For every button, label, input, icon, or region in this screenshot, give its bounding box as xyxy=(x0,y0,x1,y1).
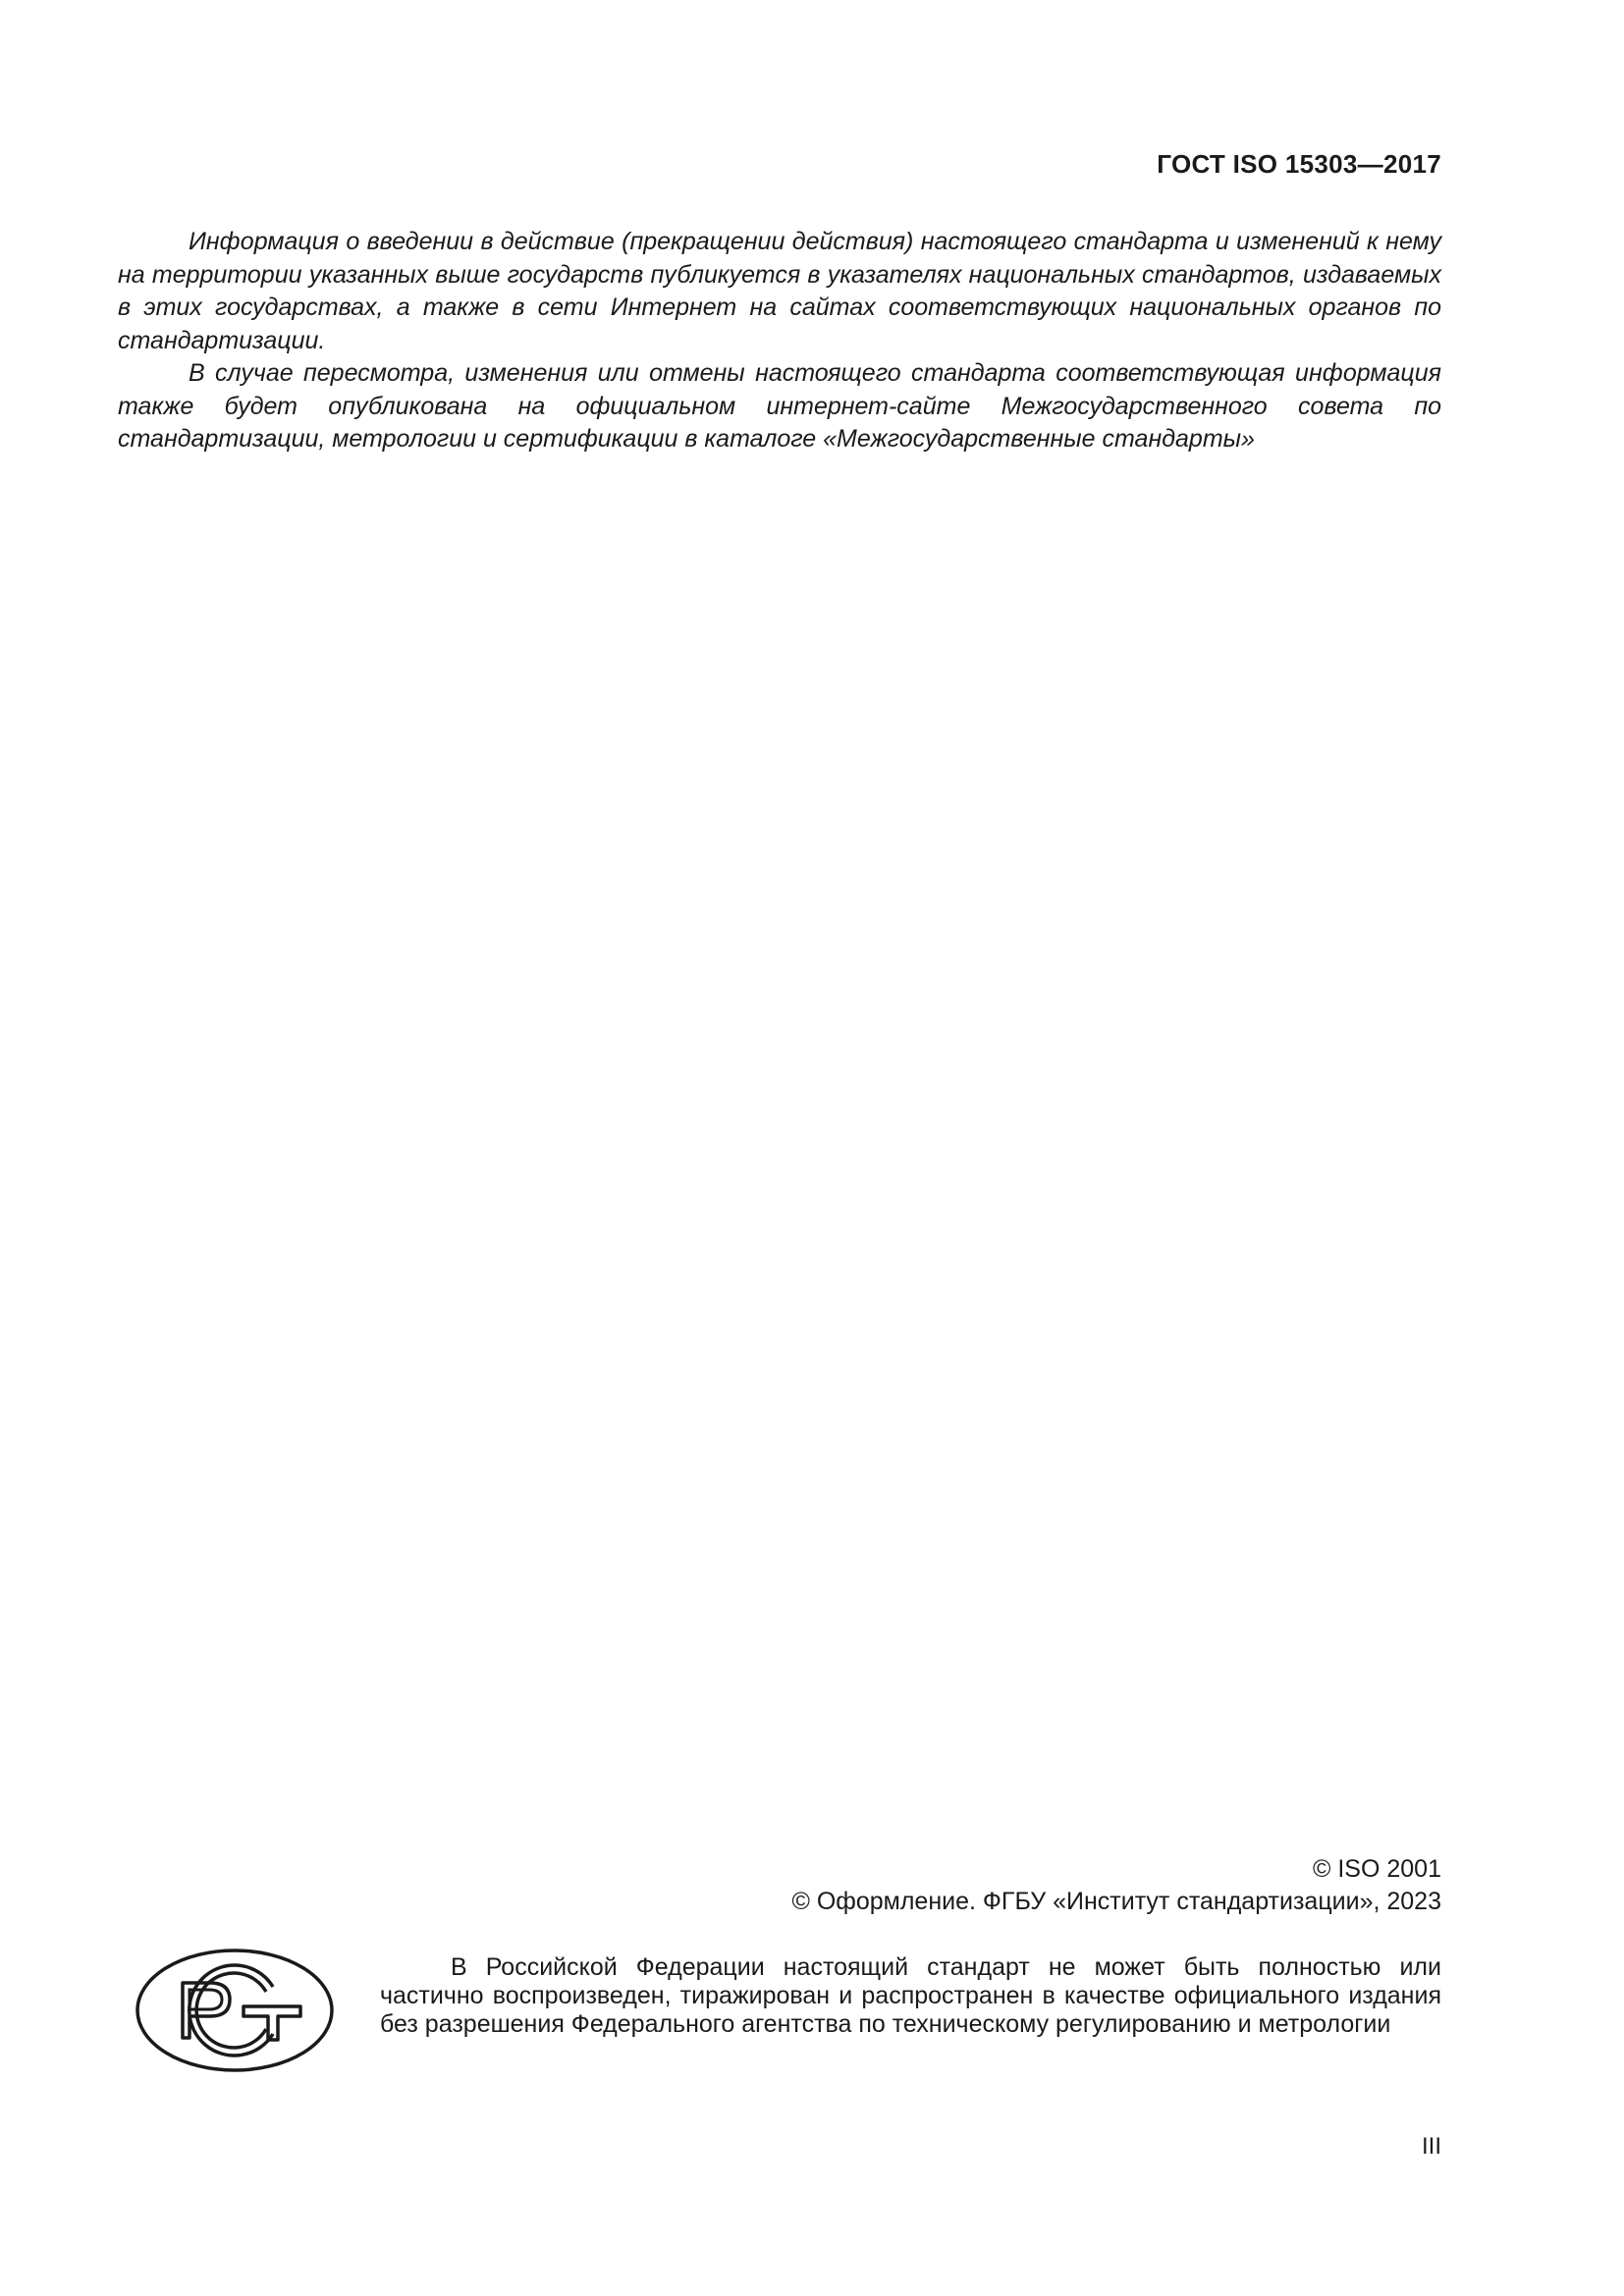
main-text xyxy=(118,226,1441,456)
notice-text: В Российской Федерации настоящий стандарт не может быть полностью или частично воспроизведен, тиражирован и распространен в качестве официального издания без разрешения Федерального агентства по техническому регулированию и метрологии xyxy=(380,1953,1441,2038)
gost-r-mark-icon xyxy=(134,1948,336,2073)
paragraph-info-publication: Информация о введении в действие (прекращении действия) настоящего стандарта и изменений к нему на территории указанных выше государств публикуется в указателях национальных стандартов, издаваемых в этих государствах, а также в сети Интернет на сайтах соответствующих национальных органов по стандартизации. xyxy=(118,228,1441,354)
copyright-block xyxy=(791,1853,1441,1918)
copyright-design: © Оформление. ФГБУ «Институт стандартизации», 2023 xyxy=(791,1888,1441,1915)
paragraph-revision-notice: В случае пересмотра, изменения или отмены настоящего стандарта соответствующая информация также будет опубликована на официальном интернет-сайте Межгосударственного совета по стандартизации, метрологии и сертификации в каталоге «Межгосударственные стандарты» xyxy=(118,359,1441,453)
copyright-iso: © ISO 2001 xyxy=(1313,1855,1441,1883)
document-number-header: ГОСТ ISO 15303—2017 xyxy=(1157,149,1441,179)
reproduction-notice xyxy=(380,1953,1441,2039)
page-number: III xyxy=(1421,2133,1441,2160)
